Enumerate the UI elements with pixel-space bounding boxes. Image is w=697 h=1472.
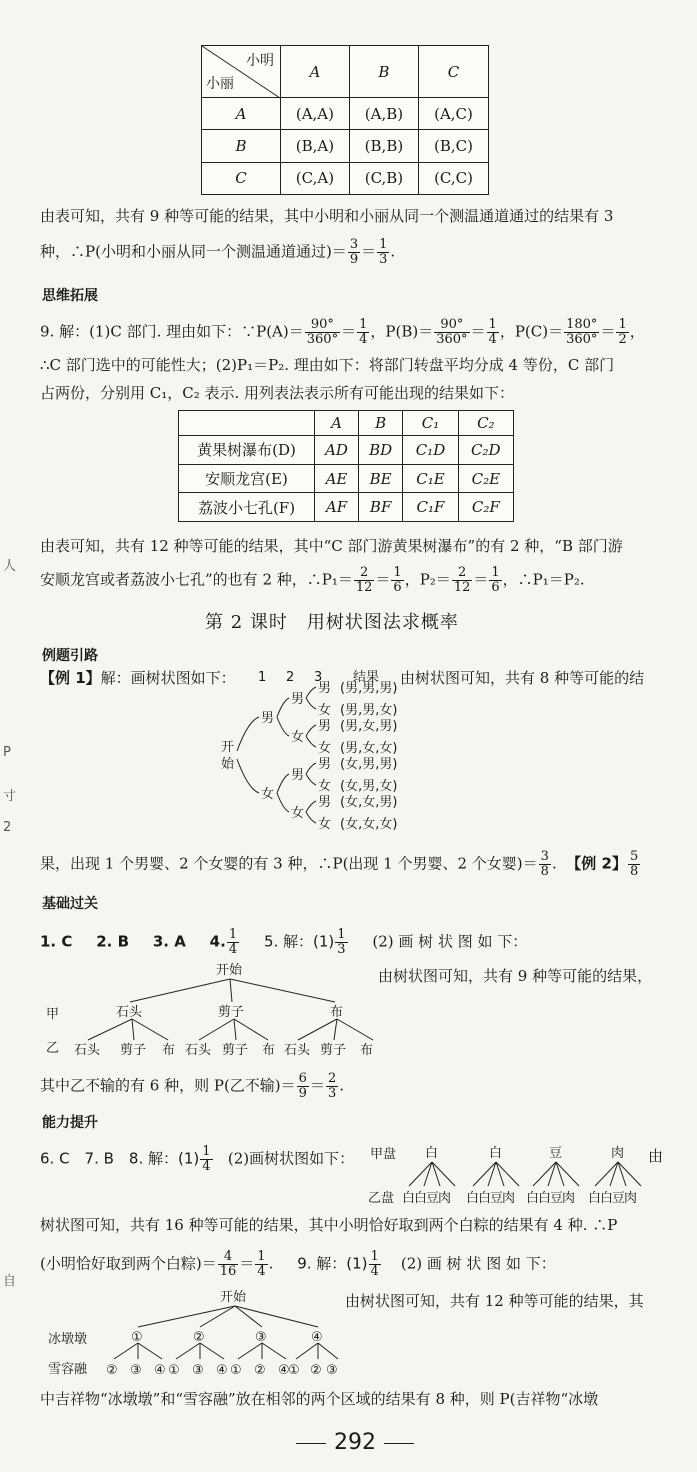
divider [384,1443,414,1444]
numerator: 1 [370,1249,379,1264]
fraction [357,318,369,347]
tree-leaf: 女 [318,817,332,832]
numerator: 3 [540,849,549,864]
answer: 5. 解：(1) [263,932,335,951]
denominator: 6 [393,580,402,595]
fraction [348,238,360,267]
margin-mark: 自 [3,1274,17,1289]
fraction [305,318,340,347]
tree-row-label: 甲 [46,1007,60,1022]
numerator: 4 [218,1250,239,1265]
text-span: . [339,1076,345,1095]
answer: 4. [209,932,226,951]
numerator: 180° [566,317,598,332]
tree-diagram-rock-paper-scissors [40,958,374,1062]
paragraph-line [40,1250,556,1279]
tree-leaf: 男 [318,795,332,810]
tree-leaf: 剪子 [320,1043,347,1058]
text-span: ，P(C)＝ [499,322,564,341]
tree-leaf: ④ [154,1363,166,1378]
tree-node: 女 [291,806,305,821]
tree-root: 开始 [216,963,243,978]
numerator: 1 [393,565,402,580]
tree-node: 剪子 [218,1005,245,1020]
text-span: ＝ [470,322,486,341]
numerator: 3 [349,237,359,252]
numerator: 90° [434,318,469,333]
fraction [616,318,628,347]
table-cell: (C,B) [349,162,418,194]
table-cell: (B,B) [349,130,418,162]
numerator: 1 [202,1144,211,1159]
paragraph-line [40,566,585,595]
numerator: 90° [305,318,340,333]
numerator: 1 [379,237,388,252]
answers-line [40,928,527,957]
row-header: 安顺龙宫(E) [179,464,315,493]
tree-leaf: ③ [326,1363,338,1378]
margin-mark: 寸 [3,789,17,804]
tree-node: 白 [489,1146,503,1161]
margin-mark: 人 [3,559,17,574]
table-cell: AF [315,493,359,522]
text-span: ＝ [361,242,377,261]
denominator: 3 [379,252,388,267]
tree-leaf: 男 [318,757,332,772]
table-department-results [178,410,514,522]
tree-node: 肉 [611,1146,625,1161]
text-span: (小明恰好取到两个白粽)＝ [40,1254,217,1273]
paragraph-line: 由表可知，共有 9 种等可能的结果，其中小明和小丽从同一个测温通道通过的结果有 3 [40,207,614,225]
tree-branches [237,687,316,823]
tree-leaf: 女 [318,779,332,794]
table-cell: (B,C) [419,130,489,162]
table-channel-results [201,45,489,195]
fraction [255,1250,267,1279]
tree-result: (女,男,男) [340,757,398,772]
fraction [218,1250,239,1279]
tree-node: 白 [425,1146,439,1161]
numerator: 1 [618,317,627,332]
section-heading: 思维拓展 [42,288,98,304]
paragraph-line: 由树状图可知，共有 12 种等可能的结果，其 [345,1292,644,1310]
tree-result: (男,男,男) [340,681,398,696]
tree-leaf: ② [254,1363,266,1378]
fraction [227,928,239,957]
tree-leaf: ① [288,1363,300,1378]
denominator: 2 [618,332,627,347]
table-corner [179,411,315,436]
numerator: 1 [359,317,368,332]
tree-leaf: 女 [318,741,332,756]
tree-header: 3 [314,670,323,685]
text-span: ＝ [473,570,489,589]
text-span: . [390,242,396,261]
tree-leaf: 男 [318,681,332,696]
table-cell: C₁E [403,464,458,493]
table-cell: C₁D [403,436,458,465]
text-span: 9. 解：(1)C 部门. 理由如下：∵P(A)＝ [40,322,304,341]
table-cell: (A,A) [281,98,350,130]
denominator: 4 [370,1264,379,1279]
tree-row-label: 乙盘 [368,1191,395,1206]
answer: 9. 解：(1) [297,1254,368,1273]
fraction [434,318,469,347]
tree-result: (男,女,女) [340,741,398,756]
paragraph-line: 树状图可知，共有 16 种等可能的结果，其中小明恰好取到两个白粽的结果有 4 种. ∴P [40,1216,618,1234]
denominator: 6 [491,580,500,595]
row-header: C [202,162,281,194]
tree-node: 女 [261,787,275,802]
tree-leaf: 男 [318,719,332,734]
paragraph-line: 中吉祥物“冰墩墩”和“雪容融”放在相邻的两个区域的结果有 8 种，则 P(吉祥物“冰墩 [40,1390,599,1408]
numerator: 2 [327,1071,337,1086]
table-cell: BE [358,464,402,493]
tree-leaf: 布 [360,1043,374,1058]
tree-leaf: ② [106,1363,118,1378]
tree-diagram-mascots [40,1285,340,1385]
tree-node: 石头 [116,1005,143,1020]
section-heading: 基础过关 [42,896,98,912]
text-span: ，P(B)＝ [370,322,434,341]
fraction [297,1072,309,1101]
row-header: A [202,98,281,130]
text-span: ， [629,322,645,341]
tree-node: 布 [330,1005,344,1020]
tree-branches [114,1306,338,1359]
text-span: ＝ [309,1076,325,1095]
answers-line [40,1145,354,1174]
text-span: (2)画树状图如下： [227,1149,355,1168]
fraction [487,318,499,347]
denominator: 4 [202,1159,211,1174]
table-cell: AD [315,436,359,465]
tree-leaf: ③ [130,1363,142,1378]
table-cell: C₂F [458,493,513,522]
denominator: 4 [359,332,368,347]
denominator: 3 [337,942,346,957]
text-span: ＝ [341,322,357,341]
lesson-title: 第 2 课时 用树状图法求概率 [205,612,459,633]
denominator: 4 [228,942,238,957]
text-span: (2) 画 树 状 图 如 下： [400,1254,556,1273]
tree-result: (女,女,女) [340,817,398,832]
table-cell: BF [358,493,402,522]
row-header: B [202,130,281,162]
row-header: 黄果树瀑布(D) [179,436,315,465]
table-cell: (B,A) [281,130,350,162]
denominator: 360° [566,332,598,347]
table-corner [202,46,281,98]
paragraph-line: 由表可知，共有 12 种等可能的结果，其中“C 部门游黄果树瀑布”的有 2 种，“B 部门游 [40,537,623,555]
table-cell: C₂E [458,464,513,493]
numerator: 2 [354,566,375,581]
col-header: A [281,46,350,98]
tree-leaf: 剪子 [222,1043,249,1058]
denominator: 12 [453,580,471,595]
tree-result: (男,女,男) [340,719,398,734]
tree-header: 结果 [353,670,380,685]
tree-leaf: ① [230,1363,242,1378]
denominator: 8 [540,864,549,879]
tree-leaf: 女 [318,703,332,718]
text-span: 果，出现 1 个男婴、2 个女婴的有 3 种，∴P(出现 1 个男婴、2 个女婴)＝ [40,854,538,873]
tree-leaf-group: 白白豆肉 [526,1191,575,1206]
denominator: 9 [298,1086,307,1101]
denominator: 4 [257,1264,266,1279]
numerator: 6 [298,1071,307,1086]
tree-branches [409,1162,641,1186]
tree-leaf-group: 白白豆肉 [402,1191,451,1206]
tree-leaf: ① [168,1363,180,1378]
margin-mark: 2 [3,820,12,835]
answer: 2. B [96,932,130,951]
denominator: 3 [327,1086,337,1101]
denominator: 4 [488,332,497,347]
numerator: 1 [257,1249,266,1264]
tree-root: 始 [221,757,235,772]
answer: 1. C [40,932,73,951]
tree-header: 1 [258,670,267,685]
page-number [296,1430,414,1455]
paragraph-line: ∴C 部门选中的可能性大；(2)P₁＝P₂. 理由如下：将部门转盘平均分成 4 等份，C 部门 [40,356,615,374]
tree-node: 女 [291,730,305,745]
numerator: 1 [337,927,346,942]
tree-header: 2 [286,670,295,685]
tree-diagram-zongzi [366,1140,646,1210]
tree-result: (男,男,女) [340,703,398,718]
section-heading: 能力提升 [42,1115,98,1131]
fraction [539,850,551,879]
tree-leaf: ② [310,1363,322,1378]
answer: 6. C 7. B 8. 解：(1) [40,1149,200,1168]
fraction [200,1145,212,1174]
text-span: ＝ [375,570,391,589]
tree-leaf: ④ [216,1363,228,1378]
col-header: A [315,411,359,436]
answer: 3. A [152,932,186,951]
table-cell: C₁F [403,493,458,522]
col-header: C [419,46,489,98]
fraction [564,318,599,347]
text-span: 解：画树状图如下： [100,669,236,687]
col-header: B [349,46,418,98]
fraction [391,566,403,595]
col-header: C₁ [403,411,458,436]
numerator: 1 [488,317,497,332]
text-span: . [551,854,557,873]
paragraph-line [40,318,645,347]
tree-node: ④ [311,1330,323,1345]
tree-node: 男 [291,692,305,707]
tree-node: ② [193,1330,205,1345]
tree-leaf-group: 白白豆肉 [466,1191,515,1206]
denominator: 12 [355,580,373,595]
col-header: B [358,411,402,436]
example-label: 【例 1】 [40,669,101,687]
table-cell: C₂D [458,436,513,465]
tree-leaf: 布 [262,1043,276,1058]
tree-root: 开 [221,740,235,755]
tree-leaf: ④ [278,1363,290,1378]
divider [296,1443,326,1444]
tree-leaf: ③ [192,1363,204,1378]
text-span: ，∴P₁＝P₂. [502,570,585,589]
numerator: 1 [491,565,500,580]
text-span: 由 [648,1147,664,1165]
text-span: 种，∴P(小明和小丽从同一个测温通道通过)＝ [40,242,347,261]
paragraph-line: 占两份，分别用 C₁，C₂ 表示. 用列表法表示所有可能出现的结果如下： [40,384,515,402]
tree-node: 男 [291,768,305,783]
margin-mark: P [3,745,11,760]
table-cell: BD [358,436,402,465]
table-cell: (A,C) [419,98,489,130]
fraction [489,566,501,595]
paragraph-line: 由树状图可知，共有 8 种等可能的结 [400,669,645,687]
text-span: ＝ [600,322,616,341]
corner-xiaoming: 小明 [246,53,274,69]
denominator: 360° [436,332,468,347]
tree-row-label: 乙 [46,1041,60,1056]
tree-node: ① [131,1330,143,1345]
col-header: C₂ [458,411,513,436]
table-cell: (C,A) [281,162,350,194]
tree-result: (女,女,男) [340,795,398,810]
paragraph-line [40,850,641,879]
tree-node: 男 [261,711,275,726]
text-span: ＝ [239,1254,255,1273]
table-cell: (A,B) [349,98,418,130]
paragraph-line [40,1072,344,1101]
tree-root: 开始 [220,1290,247,1305]
fraction [354,566,375,595]
tree-leaf: 布 [162,1043,176,1058]
fraction [326,1072,338,1101]
text-span: ，P₂＝ [404,570,451,589]
fraction [452,566,473,595]
text-span: 安顺龙宫或者荔波小七孔”的也有 2 种，∴P₁＝ [40,570,353,589]
tree-row-label: 雪容融 [48,1362,88,1377]
tree-leaf: 石头 [74,1043,101,1058]
text-span: (2) 画 树 状 图 如 下： [372,932,528,951]
table-cell: AE [315,464,359,493]
fraction [628,850,640,879]
tree-row-label: 冰墩墩 [48,1332,88,1347]
example-label: 【例 2】 [566,854,627,873]
denominator: 16 [219,1264,237,1279]
tree-leaf: 石头 [185,1043,212,1058]
denominator: 9 [349,252,359,267]
tree-node: ③ [255,1330,267,1345]
paragraph-line [40,238,395,267]
tree-node: 豆 [549,1146,563,1161]
text-span: 其中乙不输的有 6 种，则 P(乙不输)＝ [40,1076,296,1095]
paragraph-line: 由树状图可知，共有 9 种等可能的结果， [378,967,653,985]
tree-leaf-group: 白白豆肉 [588,1191,637,1206]
numerator: 5 [629,849,639,864]
section-heading: 例题引路 [42,648,98,664]
tree-leaf: 石头 [284,1043,311,1058]
corner-xiaoli: 小丽 [206,76,234,92]
tree-diagram-babies [215,665,410,840]
fraction [335,928,347,957]
row-header: 荔波小七孔(F) [179,493,315,522]
page-number-value: 292 [334,1430,376,1455]
tree-leaf: 剪子 [120,1043,147,1058]
fraction [377,238,389,267]
text-span: . [268,1254,274,1273]
tree-row-label: 甲盘 [370,1147,397,1162]
numerator: 2 [452,566,473,581]
fraction [369,1250,381,1279]
tree-result: (女,男,女) [340,779,398,794]
paragraph-line [40,667,236,689]
denominator: 360° [306,332,339,347]
denominator: 8 [629,864,639,879]
table-cell: (C,C) [419,162,489,194]
numerator: 1 [228,927,238,942]
